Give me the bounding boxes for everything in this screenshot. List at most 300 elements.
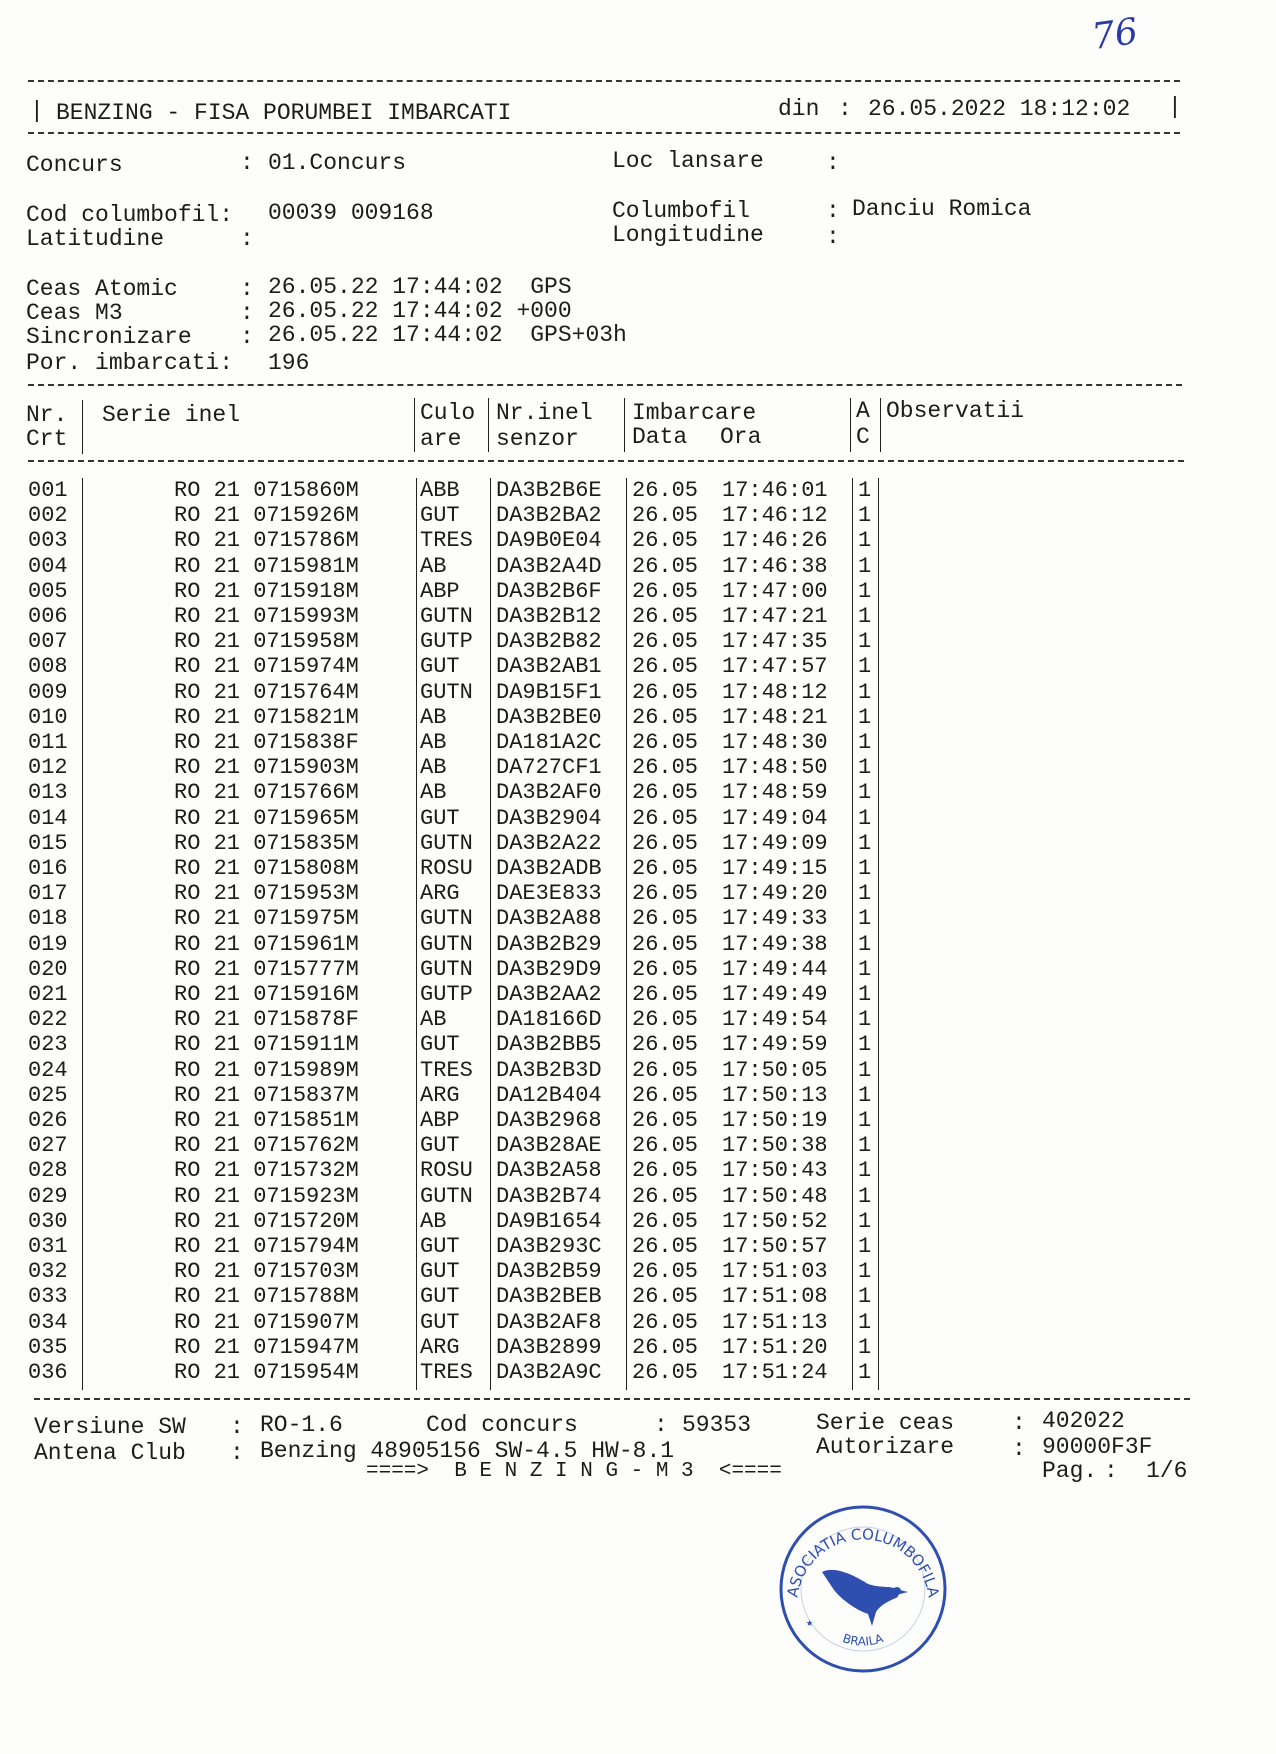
columbofil-colon: :: [826, 198, 840, 224]
row-data: 26.05: [632, 906, 699, 932]
row-serie-inel: RO 21 0715835M: [174, 830, 359, 856]
table-row: [28, 1310, 1128, 1335]
columbofil-label: Columbofil: [612, 198, 751, 224]
table-row: [28, 629, 1128, 654]
header-sep-culoare: [488, 398, 489, 452]
row-culoare: GUT: [420, 654, 460, 680]
row-nr-inel-senzor: DA3B2B3D: [496, 1057, 602, 1083]
cod-concurs-colon: :: [654, 1412, 668, 1438]
row-ora: 17:49:15: [722, 856, 828, 881]
row-nr: 030: [28, 1208, 68, 1234]
row-nr: 031: [28, 1234, 68, 1259]
header-sep-nr: [82, 400, 83, 454]
col-nrinel-label-2: senzor: [496, 426, 579, 452]
row-data: 26.05: [632, 1234, 699, 1259]
table-row: [28, 1058, 1128, 1083]
row-data: 26.05: [632, 956, 699, 982]
row-serie-inel: RO 21 0715762M: [174, 1133, 359, 1159]
row-culoare: GUTN: [420, 956, 473, 982]
document-date: 26.05.2022 18:12:02: [868, 96, 1131, 122]
table-row: [28, 654, 1128, 679]
row-nr-inel-senzor: DA3B28AE: [496, 1133, 602, 1159]
row-culoare: ROSU: [420, 1158, 473, 1184]
row-culoare: GUT: [420, 1032, 460, 1058]
row-ora: 17:50:13: [722, 1082, 828, 1108]
row-ora: 17:47:21: [722, 604, 828, 629]
row-serie-inel: RO 21 0715918M: [174, 578, 359, 604]
row-nr: 023: [28, 1032, 68, 1058]
row-nr-inel-senzor: DA3B2904: [496, 805, 602, 831]
row-nr-inel-senzor: DA3B2BEB: [496, 1284, 602, 1310]
row-serie-inel: RO 21 0715974M: [174, 654, 359, 680]
row-culoare: GUT: [420, 1284, 460, 1310]
table-row: [28, 1108, 1128, 1133]
row-data: 26.05: [632, 1259, 699, 1285]
row-nr: 002: [28, 503, 68, 529]
versiune-colon: :: [230, 1414, 244, 1440]
handwritten-page-number: 76: [1089, 11, 1141, 58]
row-nr: 021: [28, 982, 68, 1007]
row-ora: 17:47:00: [722, 578, 828, 604]
body-sep-nrinel: [626, 478, 627, 1390]
divider-table-header: [28, 460, 1184, 462]
row-ora: 17:49:59: [722, 1032, 828, 1058]
row-ac: 1: [858, 1183, 872, 1209]
row-nr: 035: [28, 1334, 68, 1360]
table-row: [28, 806, 1128, 831]
page-colon: :: [1104, 1458, 1118, 1484]
sincronizare-label: Sincronizare: [26, 324, 192, 350]
row-serie-inel: RO 21 0715766M: [174, 780, 359, 806]
row-data: 26.05: [632, 1032, 699, 1058]
table-row: [28, 1284, 1128, 1309]
row-nr: 019: [28, 931, 68, 957]
row-ac: 1: [858, 503, 872, 529]
table-row: [28, 1209, 1128, 1234]
row-ora: 17:49:38: [722, 931, 828, 957]
ceas-atomic-label: Ceas Atomic: [26, 276, 178, 302]
row-ac: 1: [858, 780, 872, 806]
row-ora: 17:51:20: [722, 1334, 828, 1360]
row-serie-inel: RO 21 0715808M: [174, 856, 359, 881]
table-row: [28, 730, 1128, 755]
table-row: [28, 755, 1128, 780]
divider-table-top: [28, 384, 1182, 386]
row-culoare: AB: [420, 1208, 447, 1234]
table-row: [28, 1259, 1128, 1284]
row-data: 26.05: [632, 881, 699, 907]
row-culoare: AB: [420, 1007, 447, 1033]
col-ac-label-1: A: [856, 398, 870, 424]
col-culoare-label-2: are: [420, 426, 462, 452]
row-culoare: GUT: [420, 1234, 460, 1259]
row-data: 26.05: [632, 679, 699, 705]
row-ora: 17:46:01: [722, 478, 828, 503]
row-data: 26.05: [632, 931, 699, 957]
row-nr: 005: [28, 578, 68, 604]
row-ora: 17:47:35: [722, 629, 828, 655]
row-ac: 1: [858, 906, 872, 932]
antena-colon: :: [230, 1440, 244, 1466]
row-culoare: TRES: [420, 1360, 473, 1385]
row-nr-inel-senzor: DA3B2B74: [496, 1183, 602, 1209]
star-icon: ★: [806, 1616, 814, 1630]
serie-ceas-colon: :: [1012, 1410, 1026, 1436]
body-sep-imbarcare: [852, 478, 853, 1390]
row-nr: 024: [28, 1057, 68, 1083]
serie-ceas-value: 402022: [1042, 1408, 1125, 1434]
row-nr: 016: [28, 856, 68, 881]
row-nr: 027: [28, 1133, 68, 1159]
row-ac: 1: [858, 1334, 872, 1360]
association-stamp: [776, 1502, 950, 1676]
row-ora: 17:46:26: [722, 528, 828, 554]
row-ac: 1: [858, 1108, 872, 1133]
divider-header: [28, 132, 1180, 134]
row-data: 26.05: [632, 1108, 699, 1133]
row-ora: 17:46:12: [722, 503, 828, 529]
row-ora: 17:50:43: [722, 1158, 828, 1184]
row-data: 26.05: [632, 478, 699, 503]
row-data: 26.05: [632, 654, 699, 680]
row-nr: 018: [28, 906, 68, 932]
sincronizare-value: 26.05.22 17:44:02 GPS+03h: [268, 322, 627, 348]
ceas-atomic-colon: :: [240, 276, 254, 302]
row-culoare: GUTN: [420, 1183, 473, 1209]
loc-lansare-label: Loc lansare: [612, 148, 764, 174]
row-ac: 1: [858, 629, 872, 655]
table-row: [28, 1360, 1128, 1385]
stamp-text-top: ASOCIATIA COLUMBOFILA: [783, 1525, 943, 1599]
row-ora: 17:51:08: [722, 1284, 828, 1310]
row-ac: 1: [858, 856, 872, 881]
row-serie-inel: RO 21 0715989M: [174, 1057, 359, 1083]
row-nr-inel-senzor: DA181A2C: [496, 730, 602, 755]
row-culoare: GUTN: [420, 906, 473, 932]
row-serie-inel: RO 21 0715975M: [174, 906, 359, 932]
row-nr: 012: [28, 755, 68, 781]
ceas-m3-label: Ceas M3: [26, 300, 123, 326]
page-label: Pag.: [1042, 1458, 1098, 1484]
row-data: 26.05: [632, 730, 699, 755]
table-row: [28, 478, 1128, 503]
row-culoare: TRES: [420, 1057, 473, 1083]
antena-label: Antena Club: [34, 1440, 186, 1466]
row-nr-inel-senzor: DA3B2B12: [496, 604, 602, 629]
row-ora: 17:49:49: [722, 982, 828, 1007]
row-ac: 1: [858, 478, 872, 503]
col-data-label: Data: [632, 424, 688, 450]
row-nr: 032: [28, 1259, 68, 1285]
concurs-label: Concurs: [26, 152, 123, 178]
row-data: 26.05: [632, 856, 699, 881]
row-culoare: GUTP: [420, 629, 473, 655]
row-nr-inel-senzor: DA3B2899: [496, 1334, 602, 1360]
row-ora: 17:48:21: [722, 704, 828, 730]
row-ora: 17:50:38: [722, 1133, 828, 1159]
row-culoare: ABP: [420, 1108, 460, 1133]
row-nr-inel-senzor: DA12B404: [496, 1082, 602, 1108]
document-title: BENZING - FISA PORUMBEI IMBARCATI: [56, 100, 512, 126]
row-culoare: AB: [420, 553, 447, 579]
row-ac: 1: [858, 1360, 872, 1385]
row-serie-inel: RO 21 0715788M: [174, 1284, 359, 1310]
row-nr-inel-senzor: DA3B29D9: [496, 956, 602, 982]
header-sep-serie: [414, 398, 415, 452]
row-serie-inel: RO 21 0715923M: [174, 1183, 359, 1209]
row-ora: 17:49:09: [722, 830, 828, 856]
row-data: 26.05: [632, 604, 699, 629]
table-row: [28, 528, 1128, 553]
row-serie-inel: RO 21 0715965M: [174, 805, 359, 831]
col-observatii-label: Observatii: [886, 398, 1025, 424]
col-imbarcare-label: Imbarcare: [632, 400, 757, 426]
row-culoare: GUTN: [420, 679, 473, 705]
row-ora: 17:50:57: [722, 1234, 828, 1259]
row-data: 26.05: [632, 578, 699, 604]
ceas-atomic-value: 26.05.22 17:44:02 GPS: [268, 274, 572, 300]
row-ac: 1: [858, 1259, 872, 1285]
row-nr-inel-senzor: DA3B2AA2: [496, 982, 602, 1007]
sincronizare-colon: :: [240, 324, 254, 350]
row-serie-inel: RO 21 0715911M: [174, 1032, 359, 1058]
row-nr: 009: [28, 679, 68, 705]
row-ac: 1: [858, 1158, 872, 1184]
table-row: [28, 856, 1128, 881]
row-serie-inel: RO 21 0715907M: [174, 1309, 359, 1335]
row-data: 26.05: [632, 1158, 699, 1184]
row-culoare: AB: [420, 755, 447, 781]
stamp-text-bottom: BRAILA: [840, 1631, 886, 1649]
row-nr-inel-senzor: DA3B2968: [496, 1108, 602, 1133]
row-ora: 17:49:33: [722, 906, 828, 932]
row-ora: 17:49:54: [722, 1007, 828, 1033]
row-data: 26.05: [632, 830, 699, 856]
pigeon-icon: [822, 1570, 908, 1626]
row-nr-inel-senzor: DA727CF1: [496, 755, 602, 781]
row-ac: 1: [858, 881, 872, 907]
table-row: [28, 503, 1128, 528]
table-row: [28, 1234, 1128, 1259]
row-serie-inel: RO 21 0715838F: [174, 730, 359, 755]
row-nr-inel-senzor: DA3B2B6F: [496, 578, 602, 604]
row-serie-inel: RO 21 0715764M: [174, 679, 359, 705]
row-ora: 17:47:57: [722, 654, 828, 680]
table-row: [28, 1133, 1128, 1158]
row-nr-inel-senzor: DA3B2BB5: [496, 1032, 602, 1058]
row-data: 26.05: [632, 1208, 699, 1234]
autorizare-label: Autorizare: [816, 1434, 955, 1460]
row-ora: 17:50:05: [722, 1057, 828, 1083]
row-data: 26.05: [632, 780, 699, 806]
row-data: 26.05: [632, 1007, 699, 1033]
row-nr-inel-senzor: DA9B1654: [496, 1208, 602, 1234]
table-row: [28, 881, 1128, 906]
row-nr-inel-senzor: DA3B2A88: [496, 906, 602, 932]
por-imbarcati-label: Por. imbarcati:: [26, 350, 234, 376]
table-row: [28, 780, 1128, 805]
row-nr: 029: [28, 1183, 68, 1209]
por-imbarcati-value: 196: [268, 350, 310, 376]
row-serie-inel: RO 21 0715903M: [174, 755, 359, 781]
table-row: [28, 982, 1128, 1007]
row-serie-inel: RO 21 0715860M: [174, 478, 359, 503]
row-data: 26.05: [632, 1057, 699, 1083]
row-culoare: ARG: [420, 881, 460, 907]
row-ac: 1: [858, 1309, 872, 1335]
cod-columbofil-label: Cod columbofil:: [26, 202, 234, 228]
row-nr-inel-senzor: DA3B2A4D: [496, 553, 602, 579]
longitudine-label: Longitudine: [612, 222, 764, 248]
col-ora-label: Ora: [720, 424, 762, 450]
row-ac: 1: [858, 1284, 872, 1310]
row-ac: 1: [858, 730, 872, 755]
row-ac: 1: [858, 679, 872, 705]
row-serie-inel: RO 21 0715947M: [174, 1334, 359, 1360]
row-culoare: GUTN: [420, 830, 473, 856]
loc-lansare-colon: :: [826, 150, 840, 176]
table-row: [28, 1158, 1128, 1183]
concurs-colon: :: [240, 150, 254, 176]
row-serie-inel: RO 21 0715916M: [174, 982, 359, 1007]
row-nr: 003: [28, 528, 68, 554]
row-culoare: ARG: [420, 1082, 460, 1108]
row-ora: 17:50:48: [722, 1183, 828, 1209]
row-ora: 17:48:30: [722, 730, 828, 755]
row-serie-inel: RO 21 0715993M: [174, 604, 359, 629]
row-ac: 1: [858, 1082, 872, 1108]
row-ac: 1: [858, 1208, 872, 1234]
header-bar-right: |: [1168, 94, 1182, 120]
row-nr: 007: [28, 629, 68, 655]
row-ac: 1: [858, 1133, 872, 1159]
row-serie-inel: RO 21 0715786M: [174, 528, 359, 554]
row-nr-inel-senzor: DA3B2B82: [496, 629, 602, 655]
row-nr: 022: [28, 1007, 68, 1033]
row-ora: 17:49:44: [722, 956, 828, 982]
header-sep-imbarcare: [850, 398, 851, 452]
row-serie-inel: RO 21 0715926M: [174, 503, 359, 529]
row-data: 26.05: [632, 1082, 699, 1108]
row-nr: 008: [28, 654, 68, 680]
row-ac: 1: [858, 528, 872, 554]
row-ac: 1: [858, 1234, 872, 1259]
body-sep-nr: [82, 478, 83, 1390]
table-row: [28, 554, 1128, 579]
concurs-value: 01.Concurs: [268, 150, 407, 176]
row-ac: 1: [858, 830, 872, 856]
row-nr-inel-senzor: DAE3E833: [496, 881, 602, 907]
divider-footer: [34, 1398, 1190, 1400]
row-nr: 026: [28, 1108, 68, 1133]
row-serie-inel: RO 21 0715703M: [174, 1259, 359, 1285]
versiune-value: RO-1.6: [260, 1412, 343, 1438]
divider-top: [28, 80, 1180, 82]
row-ora: 17:51:24: [722, 1360, 828, 1385]
table-row: [28, 604, 1128, 629]
row-serie-inel: RO 21 0715732M: [174, 1158, 359, 1184]
row-ac: 1: [858, 982, 872, 1007]
row-nr: 004: [28, 553, 68, 579]
table-row: [28, 1184, 1128, 1209]
row-nr: 010: [28, 704, 68, 730]
row-ac: 1: [858, 956, 872, 982]
row-nr: 001: [28, 478, 68, 503]
autorizare-colon: :: [1012, 1436, 1026, 1462]
row-ora: 17:51:13: [722, 1309, 828, 1335]
serie-ceas-label: Serie ceas: [816, 1410, 955, 1436]
col-serie-label: Serie inel: [102, 402, 241, 428]
row-nr: 013: [28, 780, 68, 806]
row-data: 26.05: [632, 1309, 699, 1335]
row-data: 26.05: [632, 553, 699, 579]
svg-text:BRAILA: [841, 1631, 886, 1649]
row-nr-inel-senzor: DA3B2AB1: [496, 654, 602, 680]
page-value: 1/6: [1146, 1458, 1188, 1484]
row-serie-inel: RO 21 0715794M: [174, 1234, 359, 1259]
row-culoare: ARG: [420, 1334, 460, 1360]
row-ora: 17:50:19: [722, 1108, 828, 1133]
row-nr: 028: [28, 1158, 68, 1184]
row-culoare: AB: [420, 780, 447, 806]
row-nr-inel-senzor: DA3B2AF0: [496, 780, 602, 806]
col-ac-label-2: C: [856, 424, 870, 450]
row-culoare: GUT: [420, 1133, 460, 1159]
row-ac: 1: [858, 553, 872, 579]
row-ac: 1: [858, 805, 872, 831]
col-nr-label-2: Crt: [26, 426, 68, 452]
row-nr: 015: [28, 830, 68, 856]
row-data: 26.05: [632, 528, 699, 554]
row-nr-inel-senzor: DA3B2A22: [496, 830, 602, 856]
row-serie-inel: RO 21 0715878F: [174, 1007, 359, 1033]
row-ora: 17:51:03: [722, 1259, 828, 1285]
benzing-banner: ====> B E N Z I N G - M 3 <====: [366, 1460, 782, 1483]
row-nr: 036: [28, 1360, 68, 1385]
row-ora: 17:50:52: [722, 1208, 828, 1234]
row-nr: 017: [28, 881, 68, 907]
row-nr: 025: [28, 1082, 68, 1108]
row-culoare: GUT: [420, 503, 460, 529]
row-data: 26.05: [632, 503, 699, 529]
row-culoare: AB: [420, 704, 447, 730]
row-data: 26.05: [632, 1360, 699, 1385]
row-ora: 17:48:50: [722, 755, 828, 781]
table-row: [28, 705, 1128, 730]
table-row: [28, 957, 1128, 982]
row-data: 26.05: [632, 1133, 699, 1159]
row-serie-inel: RO 21 0715954M: [174, 1360, 359, 1385]
row-ac: 1: [858, 931, 872, 957]
table-row: [28, 680, 1128, 705]
row-nr: 006: [28, 604, 68, 629]
row-ac: 1: [858, 1032, 872, 1058]
row-nr-inel-senzor: DA3B2B6E: [496, 478, 602, 503]
row-nr-inel-senzor: DA3B2B59: [496, 1259, 602, 1285]
row-data: 26.05: [632, 755, 699, 781]
row-ac: 1: [858, 654, 872, 680]
row-culoare: GUT: [420, 1309, 460, 1335]
row-ora: 17:46:38: [722, 553, 828, 579]
row-culoare: ABB: [420, 478, 460, 503]
row-culoare: AB: [420, 730, 447, 755]
row-serie-inel: RO 21 0715958M: [174, 629, 359, 655]
row-serie-inel: RO 21 0715961M: [174, 931, 359, 957]
row-serie-inel: RO 21 0715720M: [174, 1208, 359, 1234]
row-culoare: ROSU: [420, 856, 473, 881]
row-nr-inel-senzor: DA3B2BA2: [496, 503, 602, 529]
table-row: [28, 1007, 1128, 1032]
